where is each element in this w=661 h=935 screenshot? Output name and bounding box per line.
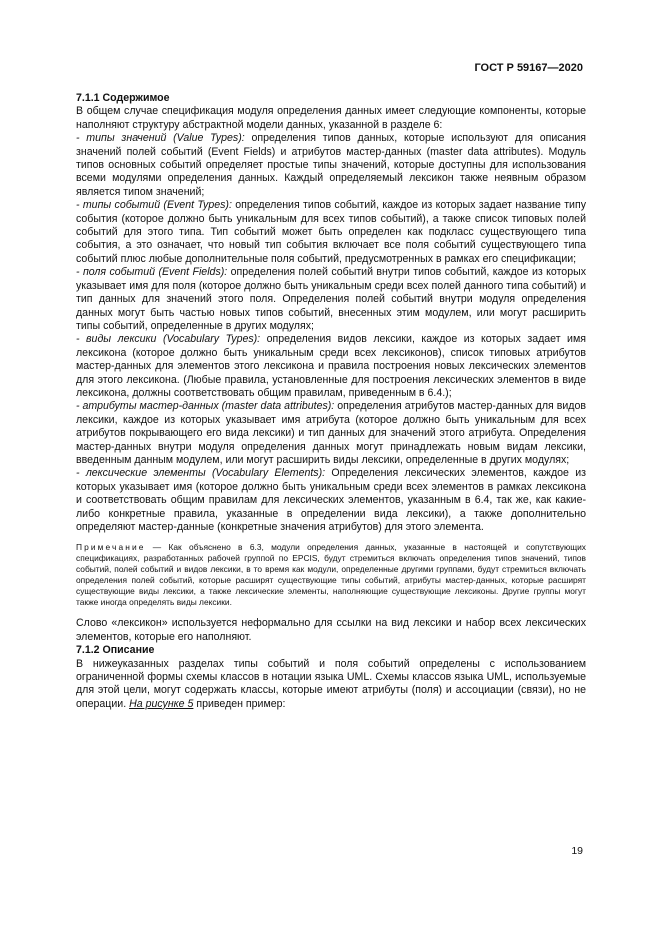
description-text: В нижеуказанных разделах типы событий и поля событий определены с использованием ограниченной формы схемы классов в нотации языка UML. Схемы классов языка UML, используемые для этой цели, могут содержать классы, которые имеют атрибуты (поля) и ассоциации (связи), но не операции. <box>76 657 586 710</box>
note-label: Примечание <box>76 542 146 553</box>
intro-text: В общем случае спецификация модуля определения данных имеет следующие компоненты, которые наполняют структуру абстрактной модели данных, указанной в разделе 6: <box>76 105 586 131</box>
item-text: определения типов событий, каждое из которых задает название типу события (которое должно быть уникальным для всех типов событий), а также список типовых полей событий для этого типа. Тип событий может быть определен как подкласс существующего типа события, а это означает, что новый тип события включает все поля событий существующего типа событий плюс любые дополнительные поля событий, предусмотренных в рамках его спецификации; <box>76 199 586 265</box>
item-term: - виды лексики (Vocabulary Types): <box>76 333 261 346</box>
standard-code: ГОСТ Р 59167—2020 <box>474 62 583 74</box>
list-item <box>76 266 586 333</box>
section-heading-7-1-1: 7.1.1 Содержимое <box>76 92 170 104</box>
figure-5-link[interactable]: На рисунке 5 <box>129 697 194 710</box>
list-item <box>76 467 586 534</box>
note-text: — Как объяснено в 6.3, модули определения данных, указанные в настоящей и сопутствующих спецификациях, разработанных рабочей группой по EPCIS, будут стремиться включать определения типов значений, типов событий, полей событий и видов лексики, в то время как модули, определенные другими группами, будут стремиться включать определения полей событий, которые расширят существующие типы событий, атрибуты мастер-данных, которые расширят существующие виды лексики, а также лексические элементы, наполняющие существующие лексиконы. Другие группы могут также иногда определять виды лексики. <box>76 542 586 608</box>
document-body <box>76 92 586 711</box>
intro-paragraph <box>76 105 586 132</box>
description-paragraph <box>76 658 586 712</box>
note-paragraph <box>76 542 586 608</box>
item-term: - атрибуты мастер-данных (master data attributes): <box>76 400 335 413</box>
list-item <box>76 400 586 467</box>
closing-paragraph: Слово «лексикон» используется неформально для ссылки на вид лексики и набор всех лексических элементов, которые его наполняют. <box>76 617 586 643</box>
description-text-end: приведен пример: <box>193 697 286 710</box>
list-item <box>76 132 586 199</box>
item-text: определения полей событий внутри типов событий, каждое из которых указывает имя для поля (которое должно быть уникальным среди всех полей данного типа событий) и тип данных для значений этого поля. Определения полей событий внутри модуля определения данных могут быть частью новых типов событий, внесенных этим модулем, или могут расширить типы событий, определенные в других модулях; <box>76 266 586 332</box>
item-text: Определения лексических элементов, каждое из которых указывает имя (которое должно быть уникальным среди всех элементов в рамках лексикона и соответствовать общим правилам для лексических элементов, указанным в 6.4, так же, как какие-либо конкретные правила, указанные в определении вида лексики), а также дополнительно определяют мастер-данные (конкретные значения атрибутов) для этого элемента. <box>76 467 586 533</box>
section-heading-7-1-2: 7.1.2 Описание <box>76 644 155 657</box>
item-term: - поля событий (Event Fields): <box>76 266 228 279</box>
item-text: определения видов лексики, каждое из которых задает имя лексикона (которое должно быть уникальным среди всех лексиконов), список типовых атрибутов мастер-данных для элементов этого лексикона и правила построения новых лексических элементов для этого лексикона. (Любые правила, установленные для построения лексических элементов в виде лексикона, должны соответствовать общим правилам, приведенным в 6.4.); <box>76 333 586 399</box>
item-term: - типы событий (Event Types): <box>76 199 232 212</box>
list-item <box>76 333 586 400</box>
item-text: определения атрибутов мастер-данных для видов лексики, каждое из которых указывает имя атрибута (которое должно быть уникальным для всех атрибутов покрывающего его вида лексики) и тип данных для значений этого атрибута. Определения мастер-данных внутри модуля определения данных могут принадлежать новым видам лексики, введенным данным модулем, или могут расширить виды лексики, определенные в других модулях; <box>76 400 586 466</box>
item-term: - типы значений (Value Types): <box>76 132 245 145</box>
page-number: 19 <box>571 845 583 857</box>
item-term: - лексические элементы (Vocabulary Elements): <box>76 467 326 480</box>
list-item <box>76 199 586 266</box>
item-text: определения типов данных, которые используют для описания значений полей событий (Event Fields) и атрибутов мастер-данных (master data attributes). Модуль типов основных событий определяет простые типы значений, которые доступны для использования всеми модулями определения данных. Каждый определяемый лексикон также неявным образом является типом значений; <box>76 132 586 198</box>
